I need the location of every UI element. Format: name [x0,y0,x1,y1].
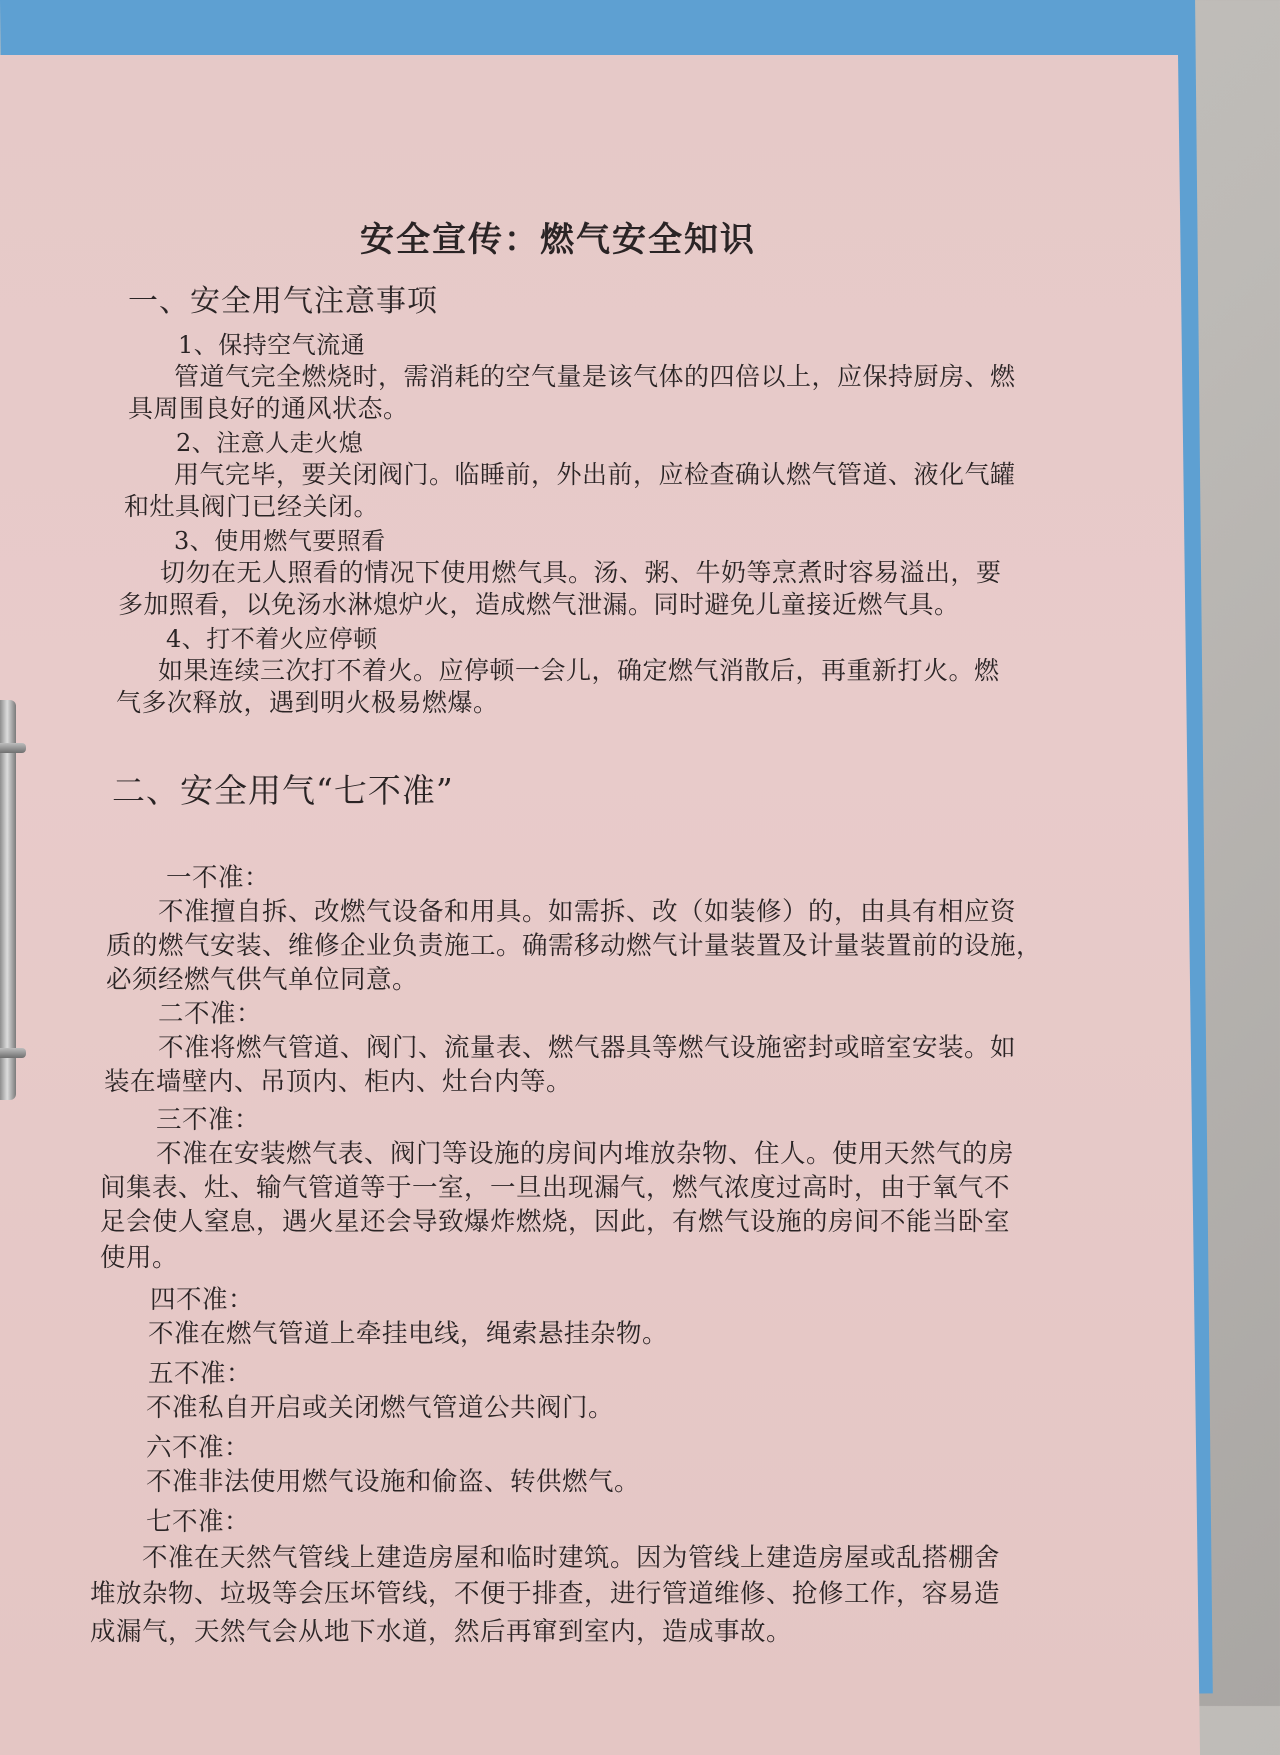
section1-item1-line2: 具周围良好的通风状态。 [128,394,409,423]
section1-heading: 一、安全用气注意事项 [128,284,438,319]
document-title: 安全宣传：燃气安全知识 [360,220,756,260]
section2-item7-line1: 不准在天然气管线上建造房屋和临时建筑。因为管线上建造房屋或乱搭棚舍 [142,1543,1001,1573]
section1-item1-line1: 管道气完全燃烧时，需消耗的空气量是该气体的四倍以上，应保持厨房、燃 [174,362,1016,391]
section2-item1-subtitle: 一不准： [166,863,271,893]
section1-item4-subtitle: 4、打不着火应停顿 [166,625,378,653]
section2-item3-line1: 不准在安装燃气表、阀门等设施的房间内堆放杂物、住人。使用天然气的房 [156,1139,1015,1169]
section2-item7-line2: 堆放杂物、垃圾等会压坏管线，不便于排查，进行管道维修、抢修工作，容易造 [90,1579,1001,1609]
section2-item5-subtitle: 五不准： [148,1359,253,1389]
section2-item3-line4: 使用。 [100,1243,179,1273]
section1-item4-line1: 如果连续三次打不着火。应停顿一会儿，确定燃气消散后，再重新打火。燃 [158,656,1000,685]
binder-clip-bottom [0,1048,26,1058]
binder-clip-top [0,743,26,753]
section2-item6-line1: 不准非法使用燃气设施和偷盗、转供燃气。 [146,1467,641,1497]
section1-item4-line2: 气多次释放，遇到明火极易燃爆。 [116,688,499,717]
section2-item1-line1: 不准擅自拆、改燃气设备和用具。如需拆、改（如装修）的，由具有相应资 [158,897,1017,927]
section2-item1-line2: 质的燃气安装、维修企业负责施工。确需移动燃气计量装置及计量装置前的设施， [106,931,1043,961]
section2-item2-subtitle: 二不准： [158,999,263,1029]
section2-item4-subtitle: 四不准： [150,1285,255,1315]
section2-item3-subtitle: 三不准： [156,1105,261,1135]
section2-item7-subtitle: 七不准： [146,1507,251,1537]
section1-item2-line2: 和灶具阀门已经关闭。 [124,492,380,521]
section2-item3-line2: 间集表、灶、输气管道等于一室，一旦出现漏气，燃气浓度过高时，由于氧气不 [100,1173,1011,1203]
section2-item1-line3: 必须经燃气供气单位同意。 [106,965,419,995]
section2-item4-line1: 不准在燃气管道上牵挂电线，绳索悬挂杂物。 [148,1319,669,1349]
binder-ring [0,700,16,1100]
section2-item3-line3: 足会使人窒息，遇火星还会导致爆炸燃烧，因此，有燃气设施的房间不能当卧室 [100,1207,1011,1237]
section1-item2-line1: 用气完毕，要关闭阀门。临睡前，外出前，应检查确认燃气管道、液化气罐 [174,460,1016,489]
section2-item7-line3: 成漏气，天然气会从地下水道，然后再窜到室内，造成事故。 [90,1617,793,1647]
section2-item2-line1: 不准将燃气管道、阀门、流量表、燃气器具等燃气设施密封或暗室安装。如 [158,1033,1017,1063]
section2-item6-subtitle: 六不准： [146,1433,251,1463]
section2-heading: 二、安全用气“七不准” [112,771,454,810]
section2-item2-line2: 装在墙壁内、吊顶内、柜内、灶台内等。 [104,1067,573,1097]
section1-item3-line1: 切勿在无人照看的情况下使用燃气具。汤、粥、牛奶等烹煮时容易溢出，要 [160,558,1002,587]
section1-item1-subtitle: 1、保持空气流通 [178,331,366,359]
section1-item3-subtitle: 3、使用燃气要照看 [174,527,386,555]
section1-item3-line2: 多加照看，以免汤水淋熄炉火，造成燃气泄漏。同时避免儿童接近燃气具。 [118,590,960,619]
section2-item5-line1: 不准私自开启或关闭燃气管道公共阀门。 [146,1393,615,1423]
section1-item2-subtitle: 2、注意人走火熄 [176,429,364,457]
